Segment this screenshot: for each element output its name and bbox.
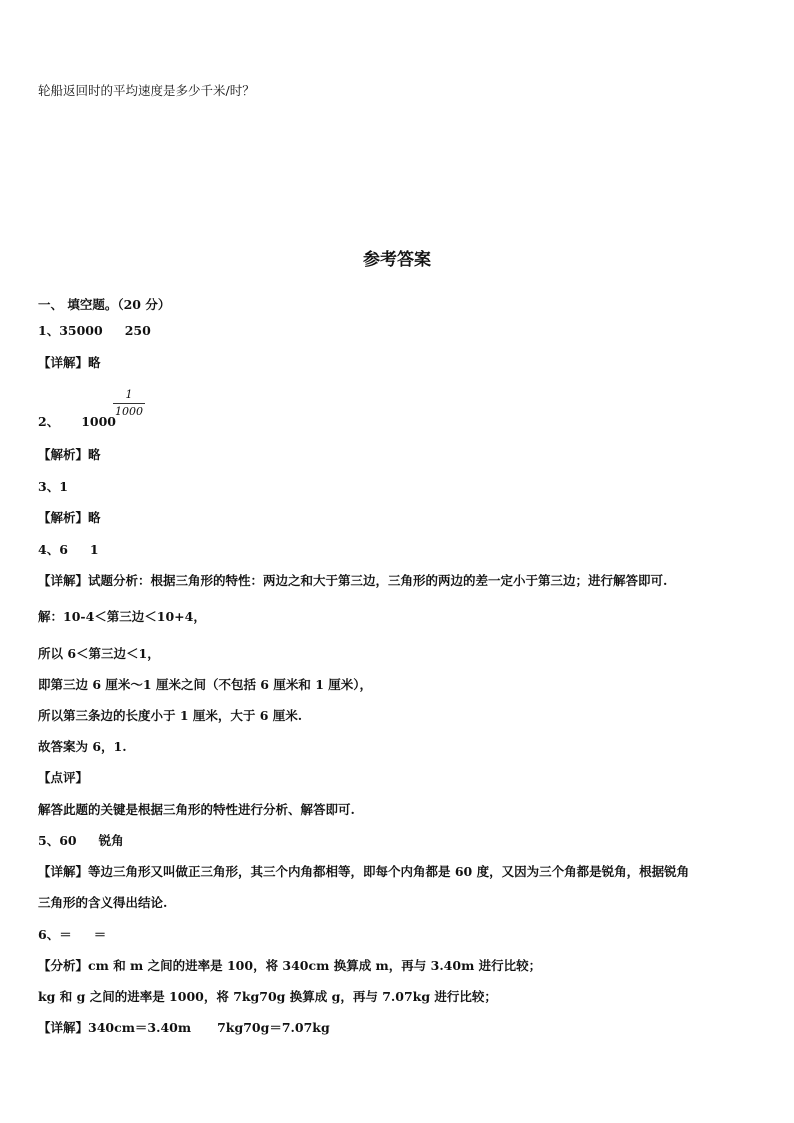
- answer-4-val: 1: [89, 542, 99, 557]
- answer-2: [38, 414, 116, 430]
- answer-4-num: 4、6: [38, 542, 68, 557]
- answer-4-comment: 【点评】: [38, 770, 89, 785]
- answer-4-detail: 【详解】试题分析：根据三角形的特性：两边之和大于第三边，三角形的两边的差一定小于第三边；进行解答即可.: [38, 573, 668, 588]
- answer-1-detail: 【详解】略: [38, 355, 101, 370]
- answer-4-line-1: 解：10-4＜第三边＜10+4，: [38, 609, 206, 624]
- answer-4-line-5: 故答案为 6，1.: [38, 739, 127, 754]
- answer-6-analysis-2: kg 和 g 之间的进率是 1000，将 7kg70g 换算成 g，再与 7.07kg 进行比较；: [38, 989, 497, 1004]
- answer-1-val: 250: [124, 323, 151, 338]
- fraction-bar: [113, 403, 145, 404]
- answer-5-detail-2: 三角形的含义得出结论.: [38, 895, 168, 910]
- answer-2-detail: 【解析】略: [38, 447, 101, 462]
- answer-6-val: ＝: [93, 927, 107, 942]
- answer-5-detail-1: 【详解】等边三角形又叫做正三角形，其三个内角都相等，即每个内角都是 60 度，又因为三个角都是锐角，根据锐角: [38, 864, 690, 879]
- answer-6: [38, 927, 106, 943]
- answer-2-fraction: [113, 388, 145, 419]
- answer-6-detail-b: 7kg70g＝7.07kg: [217, 1020, 330, 1035]
- fraction-numerator: 1: [125, 388, 133, 401]
- answer-1: [38, 323, 151, 339]
- answer-4-line-2: 所以 6＜第三边＜1，: [38, 646, 160, 661]
- answer-2-val: 1000: [81, 414, 116, 429]
- question-tail: 轮船返回时的平均速度是多少千米/时？: [38, 83, 255, 98]
- answer-3-detail: 【解析】略: [38, 510, 101, 525]
- answer-2-num: 2、: [38, 414, 60, 429]
- section-heading: 一、 填空题。（20 分）: [38, 297, 171, 312]
- answer-6-analysis-1: 【分析】cm 和 m 之间的进率是 100，将 340cm 换算成 m，再与 3.40m 进行比较；: [38, 958, 542, 973]
- answer-4-line-4: 所以第三条边的长度小于 1 厘米，大于 6 厘米.: [38, 708, 303, 723]
- answer-1-num: 1、35000: [38, 323, 103, 338]
- answer-4-line-6: 解答此题的关键是根据三角形的特性进行分析、解答即可.: [38, 802, 355, 817]
- answer-6-detail: [38, 1020, 330, 1036]
- answer-5-val: 锐角: [98, 833, 124, 848]
- answer-title: 参考答案: [363, 250, 431, 270]
- answer-6-detail-a: 【详解】340cm＝3.40m: [38, 1020, 192, 1035]
- answer-5-num: 5、60: [38, 833, 77, 848]
- fraction-denominator: 1000: [115, 405, 143, 418]
- answer-3: 3、1: [38, 479, 68, 494]
- answer-4: [38, 542, 99, 558]
- answer-5: [38, 833, 124, 849]
- answer-6-num: 6、＝: [38, 927, 72, 942]
- answer-4-line-3: 即第三边 6 厘米～1 厘米之间（不包括 6 厘米和 1 厘米），: [38, 677, 373, 692]
